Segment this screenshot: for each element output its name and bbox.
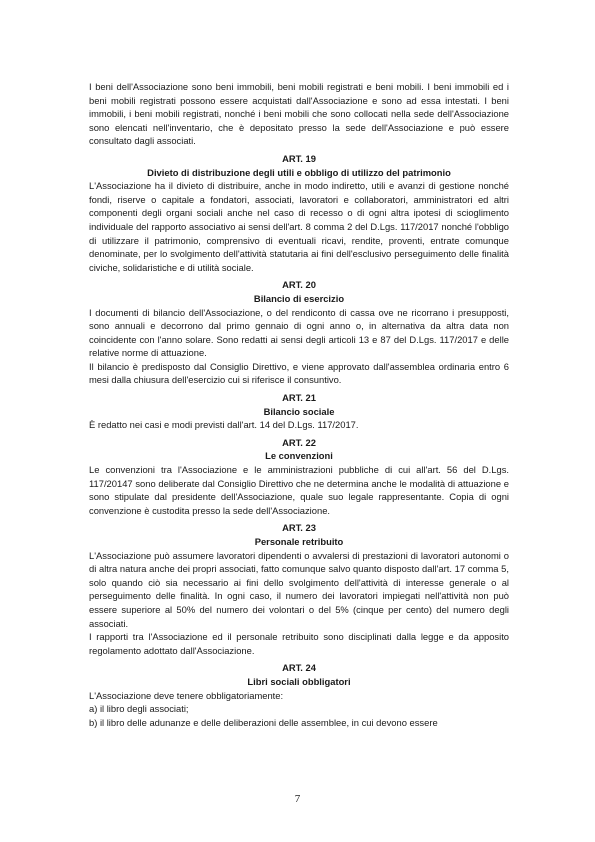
article-title: Personale retribuito: [254, 536, 344, 547]
article-title: Bilancio sociale: [263, 405, 335, 417]
text-line: I documenti di bilancio dell'Associazione, o del rendiconto di cassa ove ne ricorrano i: [89, 306, 455, 318]
text-line: L'Associazione deve tenere obbligatoriamente:: [89, 689, 284, 701]
text-line: D.Lgs. 117/20147 sono deliberate dal Consiglio Direttivo che ne determina anche le: [89, 464, 509, 489]
text-line: lavoratori autonomi o di altra natura anche dei propri associati, fatto comunque salvo: [89, 549, 509, 575]
text-line: Il bilancio è predisposto dal Consiglio Direttivo, e viene approvato dall'assemblea: [89, 360, 435, 372]
article-number: ART. 21: [282, 392, 316, 404]
page-number: 7: [294, 793, 301, 805]
text-line: presupposti, sono annuali e decorrono dal primo gennaio di ogni anno o, in alternativa: [89, 306, 509, 332]
text-line: L'Associazione può assumere lavoratori dipendenti o avvalersi di prestazioni di: [89, 549, 418, 561]
text-line: collaboratori, amministratori ed altri componenti degli organi sociali anche nel caso di: [89, 193, 509, 219]
text-line: denominate, per lo svolgimento dell'attività statutaria ai fini dell'esclusivo: [89, 248, 392, 260]
article-19: [89, 152, 509, 274]
article-title: Le convenzioni: [265, 450, 333, 462]
article-text: [89, 630, 509, 657]
text-line: recesso o di ogni altra ipotesi di scioglimento individuale del rapporto associativo ai: [89, 207, 509, 232]
text-line: sensi dell'art. 8 comma 2 del D.Lgs. 117/2017 nonché l'obbligo di utilizzare il: [89, 220, 510, 246]
document-body: [89, 80, 509, 729]
text-line: ad essa intestati. I beni immobili, i beni mobili registrati, nonché i beni mobili che sono: [89, 94, 509, 120]
text-line: b) il libro delle adunanze e delle deliberazioni delle assemblee, in cui devono essere: [89, 716, 438, 728]
text-line: caso, il numero dei lavoratori impiegati nell'attività non può essere superiore al 50%: [89, 590, 509, 615]
text-line: da altra data non coincidente con l'anno solare. Sono redatti ai sensi degli articoli 13 e: [89, 320, 509, 345]
text-line: quanto disposto dall'art. 17 comma 5, solo quando ciò sia necessario ai fini dello: [89, 563, 509, 588]
article-title: Libri sociali obbligatori: [247, 675, 351, 687]
text-line: 87 del D.Lgs. 117/2017 e delle relative norme di attuazione.: [89, 333, 509, 359]
text-line: presso la sede dell'Associazione e può essere consultato dagli associati.: [89, 121, 509, 147]
text-line: apposito regolamento adottato dall'Associazione.: [89, 631, 510, 656]
article-20: [89, 278, 509, 387]
article-number: ART. 22: [282, 436, 316, 448]
article-text: [89, 360, 509, 387]
article-text: [89, 689, 509, 730]
article-text: [89, 549, 509, 631]
article-title: Divieto di distribuzione degli utili e obbligo di utilizzo del patrimonio: [147, 166, 451, 178]
article-number: ART. 19: [282, 152, 316, 164]
article-23: [89, 521, 509, 657]
article-text: [89, 463, 509, 517]
article-number: ART. 20: [282, 279, 316, 291]
text-line: del numero dei volontari o del 5% (cinque per cento) del numero degli associati.: [89, 603, 509, 629]
text-line: modalità di attuazione e sono stipulate dal presidente dell'Associazione, quale suo: [89, 477, 510, 503]
article-22: [89, 436, 509, 518]
text-line: gestione nonché fondi, riserve o capitale a fondatori, associati, lavoratori e: [89, 180, 509, 205]
article-text: [89, 418, 509, 432]
text-line: legale rappresentante. Copia di ogni convenzione è custodita presso la sede: [89, 491, 509, 516]
text-line: L'Associazione ha il divieto di distribuire, anche in modo indiretto, utili e avanzi di: [89, 180, 436, 192]
text-line: È redatto nei casi e modi previsti dall'art. 14 del D.Lgs. 117/2017.: [89, 419, 359, 431]
text-line: svolgimento dell'attività di interesse generale o al perseguimento delle finalità. In ogni: [89, 576, 510, 602]
text-line: I beni dell'Associazione sono beni immobili, beni mobili registrati e beni mobili. I beni: [89, 81, 452, 92]
article-title: Bilancio di esercizio: [253, 292, 345, 304]
text-line: perseguimento delle finalità civiche, solidaristiche e di utilità sociale.: [89, 248, 510, 273]
text-line: dell'Associazione.: [255, 504, 331, 516]
text-line: patrimonio, comprensivo di eventuali ricavi, rendite, proventi, entrate comunque: [154, 234, 509, 246]
text-line: Le convenzioni tra l'Associazione e le amministrazioni pubbliche di cui all'art. 56 del: [89, 464, 476, 476]
text-line: a) il libro degli associati;: [89, 703, 189, 715]
article-number: ART. 24: [282, 662, 316, 674]
article-21: [89, 391, 509, 432]
article-24: [89, 661, 509, 729]
article-number: ART. 23: [282, 522, 316, 534]
article-text: [89, 306, 509, 360]
article-text: [89, 179, 509, 274]
text-line: ordinaria entro 6 mesi dalla chiusura dell'esercizio cui si riferisce il consuntivo.: [89, 360, 510, 386]
intro-paragraph: [89, 80, 509, 148]
text-line: collocati nella sede dell'Associazione sono elencati nell'inventario, che è depositato: [89, 108, 510, 133]
text-line: immobili ed i beni mobili registrati possono essere acquistati dall'Associazione e sono: [89, 81, 509, 106]
text-line: I rapporti tra l'Associazione ed il personale retribuito sono disciplinati dalla legge e da: [89, 631, 469, 643]
